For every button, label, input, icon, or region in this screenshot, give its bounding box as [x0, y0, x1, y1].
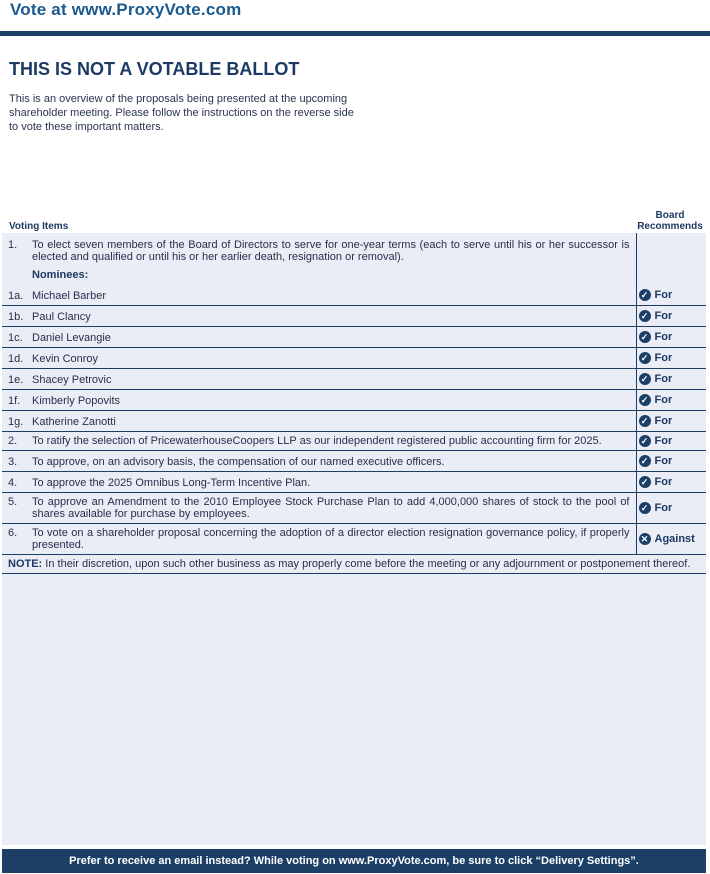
check-circle-icon: ✓ — [639, 502, 651, 514]
recommendation-label: Against — [654, 533, 695, 545]
x-circle-icon: ✕ — [639, 533, 651, 545]
item-number: 1. — [8, 239, 18, 251]
recommendation-cell — [636, 348, 706, 369]
item-text: Daniel Levangie — [32, 327, 636, 348]
recommendation-label: For — [654, 352, 673, 364]
recommendation-label: For — [654, 394, 673, 406]
table-row — [2, 493, 706, 524]
recommendation-label: For — [654, 455, 673, 467]
table-row — [2, 369, 706, 390]
nominees-row — [2, 263, 706, 285]
proposal-1-row — [2, 233, 706, 263]
item-number: 5. — [2, 493, 32, 524]
recommendation-cell — [636, 432, 706, 451]
table-row — [2, 348, 706, 369]
check-circle-icon: ✓ — [639, 310, 651, 322]
recommendation-label: For — [654, 331, 673, 343]
item-number: 1c. — [2, 327, 32, 348]
table-row — [2, 472, 706, 493]
item-text: Katherine Zanotti — [32, 411, 636, 432]
board-recommends-header: Board Recommends — [637, 210, 703, 232]
item-text: Kimberly Popovits — [32, 390, 636, 411]
recommendation-cell — [636, 451, 706, 472]
recommendation-cell — [636, 327, 706, 348]
check-circle-icon: ✓ — [639, 289, 651, 301]
recommendation-label: For — [654, 310, 673, 322]
item-number: 1d. — [2, 348, 32, 369]
item-text: Paul Clancy — [32, 306, 636, 327]
recommendation-cell — [636, 369, 706, 390]
item-number: 4. — [2, 472, 32, 493]
nominees-label: Nominees: — [32, 269, 89, 281]
intro-text: This is an overview of the proposals being presented at the upcoming shareholder meeting. Please follow the instructions on the reverse side to vote these important matters. — [9, 93, 354, 133]
item-text: To approve an Amendment to the 2010 Employee Stock Purchase Plan to add 4,000,000 shares of stock to the pool of shares available for purchase by employees. — [32, 493, 636, 524]
recommendation-cell — [636, 390, 706, 411]
recommendation-cell — [636, 233, 706, 285]
voting-items-table — [2, 233, 706, 574]
recommendation-label: For — [654, 502, 673, 514]
note-row — [2, 555, 706, 574]
item-text: Kevin Conroy — [32, 348, 636, 369]
item-text: Michael Barber — [32, 285, 636, 306]
item-number: 1b. — [2, 306, 32, 327]
item-number: 1g. — [2, 411, 32, 432]
item-number: 2. — [2, 432, 32, 451]
item-number: 3. — [2, 451, 32, 472]
table-row — [2, 390, 706, 411]
note-label: NOTE: — [8, 558, 43, 570]
table-row — [2, 285, 706, 306]
item-text: Shacey Petrovic — [32, 369, 636, 390]
table-row — [2, 411, 706, 432]
check-circle-icon: ✓ — [639, 435, 651, 447]
delivery-settings-banner: Prefer to receive an email instead? While voting on www.ProxyVote.com, be sure to click “Delivery Settings”. — [2, 849, 706, 873]
check-circle-icon: ✓ — [639, 352, 651, 364]
table-row — [2, 451, 706, 472]
table-row — [2, 327, 706, 348]
table-row — [2, 524, 706, 555]
recommendation-label: For — [654, 435, 673, 447]
check-circle-icon: ✓ — [639, 373, 651, 385]
item-number: 1a. — [2, 285, 32, 306]
check-circle-icon: ✓ — [639, 394, 651, 406]
item-number: 1f. — [2, 390, 32, 411]
check-circle-icon: ✓ — [639, 415, 651, 427]
check-circle-icon: ✓ — [639, 455, 651, 467]
recommendation-cell — [636, 285, 706, 306]
check-circle-icon: ✓ — [639, 331, 651, 343]
recommendation-label: For — [654, 415, 673, 427]
recommendation-label: For — [654, 476, 673, 488]
header-divider — [0, 31, 710, 36]
recommendation-cell — [636, 306, 706, 327]
item-text: To vote on a shareholder proposal concerning the adoption of a director election resignation governance policy, if properly presented. — [32, 524, 636, 555]
table-row — [2, 432, 706, 451]
item-text: To approve the 2025 Omnibus Long-Term Incentive Plan. — [32, 472, 636, 493]
recommendation-cell — [636, 472, 706, 493]
item-text: To elect seven members of the Board of Directors to serve for one-year terms (each to serve until his or her successor is elected and qualified or until his or her earlier death, resignation or removal). — [32, 239, 630, 263]
recommendation-cell — [636, 493, 706, 524]
note-body: In their discretion, upon such other business as may properly come before the meeting or any adjournment or postponement thereof. — [42, 558, 691, 570]
recommendation-cell — [636, 524, 706, 555]
item-number: 1e. — [2, 369, 32, 390]
item-number: 6. — [2, 524, 32, 555]
voting-items-header: Voting Items — [9, 221, 69, 232]
recommendation-label: For — [654, 373, 673, 385]
check-circle-icon: ✓ — [639, 476, 651, 488]
vote-link[interactable]: Vote at www.ProxyVote.com — [10, 0, 242, 19]
item-text: To ratify the selection of PricewaterhouseCoopers LLP as our independent registered public accounting firm for 2025. — [32, 432, 636, 451]
recommendation-cell — [636, 411, 706, 432]
note-text — [2, 555, 706, 574]
recommendation-label: For — [654, 289, 673, 301]
item-text: To approve, on an advisory basis, the compensation of our named executive officers. — [32, 451, 636, 472]
page-title: THIS IS NOT A VOTABLE BALLOT — [9, 59, 300, 79]
table-row — [2, 306, 706, 327]
